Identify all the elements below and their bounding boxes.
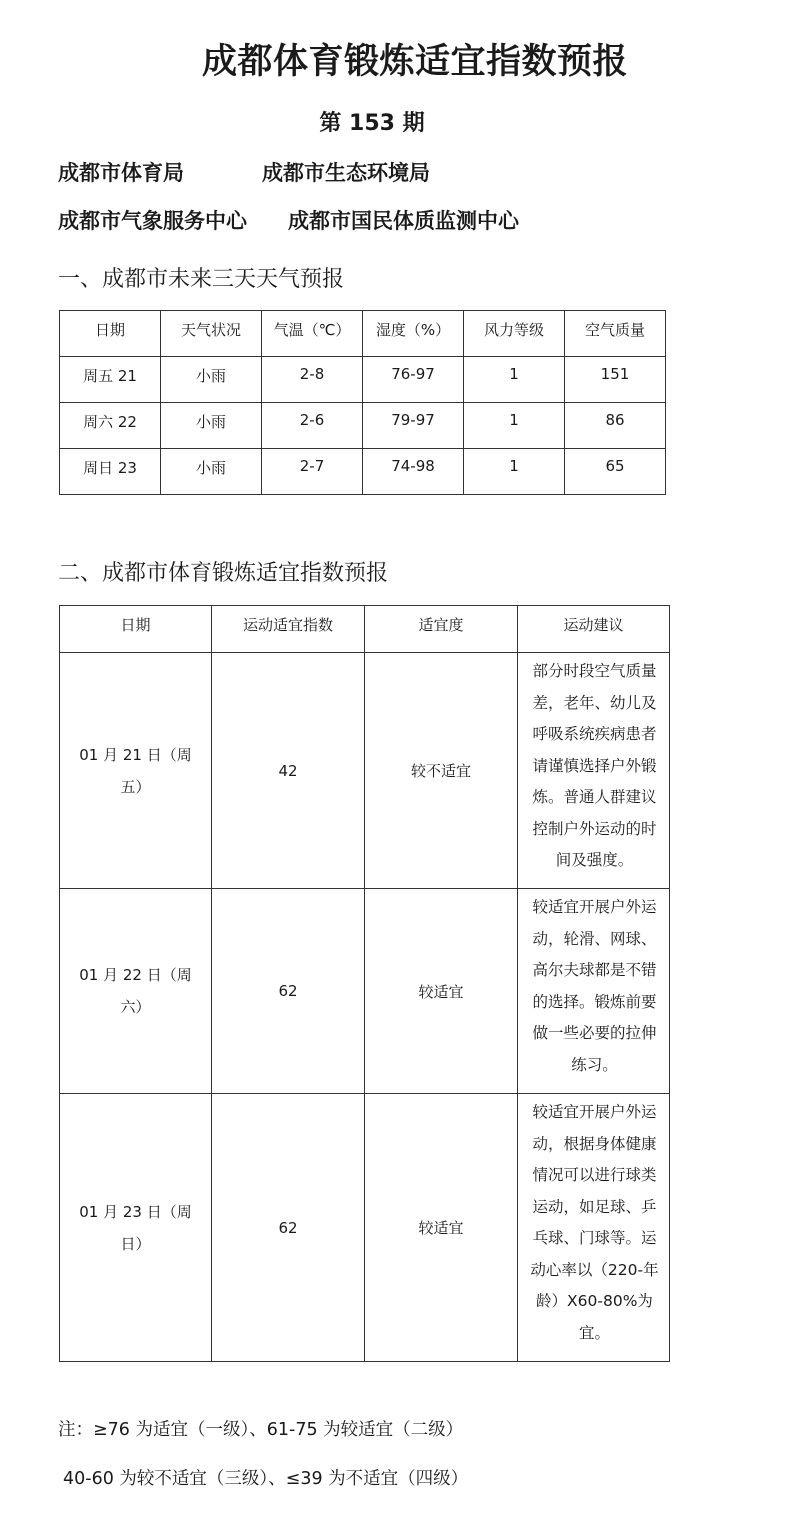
column-header: 湿度（%） [363, 311, 464, 357]
column-header: 适宜度 [365, 606, 518, 653]
table-cell: 2-7 [262, 449, 363, 495]
column-header: 气温（℃） [262, 311, 363, 357]
table-cell: 74-98 [363, 449, 464, 495]
org-weather-center: 成都市气象服务中心 [58, 209, 247, 233]
note-line-1: 注：≥76 为适宜（一级）、61-75 为较适宜（二级） [58, 1420, 464, 1440]
issue-number: 第 153 期 [319, 111, 425, 136]
org-sports-bureau: 成都市体育局 [58, 161, 184, 185]
table-cell: 1 [464, 403, 565, 449]
table-cell: 65 [565, 449, 666, 495]
column-header: 日期 [60, 606, 212, 653]
exercise-section-heading: 二、成都市体育锻炼适宜指数预报 [58, 561, 389, 586]
table-cell: 86 [565, 403, 666, 449]
table-cell: 151 [565, 357, 666, 403]
table-cell: 1 [464, 357, 565, 403]
column-header: 天气状况 [161, 311, 262, 357]
table-cell: 小雨 [161, 357, 262, 403]
table-header-row [60, 311, 666, 357]
weather-section-heading: 一、成都市未来三天天气预报 [58, 267, 345, 292]
table-cell: 1 [464, 449, 565, 495]
table-header-row [60, 606, 670, 653]
advice-cell: 较适宜开展户外运动，轮滑、网球、高尔夫球都是不错的选择。锻炼前要做一些必要的拉伸练习。 [518, 889, 670, 1094]
index-cell: 62 [212, 1094, 365, 1362]
table-cell: 79-97 [363, 403, 464, 449]
table-row [60, 357, 666, 403]
date-cell: 01 月 22 日（周六） [60, 889, 212, 1094]
column-header: 空气质量 [565, 311, 666, 357]
table-row [60, 653, 670, 889]
advice-cell: 部分时段空气质量差，老年、幼儿及呼吸系统疾病患者请谨慎选择户外锻炼。普通人群建议控制户外运动的时间及强度。 [518, 653, 670, 889]
table-cell: 周六 22 [60, 403, 161, 449]
weather-table [59, 310, 666, 495]
date-cell: 01 月 21 日（周五） [60, 653, 212, 889]
page-title: 成都体育锻炼适宜指数预报 [201, 42, 628, 82]
advice-cell: 较适宜开展户外运动，根据身体健康情况可以进行球类运动，如足球、乒乓球、门球等。运动心率以（220-年龄）X60-80%为宜。 [518, 1094, 670, 1362]
level-cell: 较适宜 [365, 1094, 518, 1362]
index-cell: 42 [212, 653, 365, 889]
org-fitness-center: 成都市国民体质监测中心 [288, 209, 519, 233]
org-ecology-bureau: 成都市生态环境局 [262, 161, 430, 185]
index-cell: 62 [212, 889, 365, 1094]
table-row [60, 403, 666, 449]
table-cell: 周日 23 [60, 449, 161, 495]
column-header: 日期 [60, 311, 161, 357]
column-header: 风力等级 [464, 311, 565, 357]
date-cell: 01 月 23 日（周日） [60, 1094, 212, 1362]
level-cell: 较适宜 [365, 889, 518, 1094]
table-cell: 小雨 [161, 449, 262, 495]
table-cell: 小雨 [161, 403, 262, 449]
column-header: 运动适宜指数 [212, 606, 365, 653]
table-row [60, 1094, 670, 1362]
table-cell: 周五 21 [60, 357, 161, 403]
table-cell: 76-97 [363, 357, 464, 403]
table-row [60, 449, 666, 495]
exercise-table [59, 605, 670, 1362]
table-row [60, 889, 670, 1094]
note-line-2: 40-60 为较不适宜（三级）、≤39 为不适宜（四级） [63, 1469, 469, 1489]
table-cell: 2-8 [262, 357, 363, 403]
column-header: 运动建议 [518, 606, 670, 653]
level-cell: 较不适宜 [365, 653, 518, 889]
table-cell: 2-6 [262, 403, 363, 449]
